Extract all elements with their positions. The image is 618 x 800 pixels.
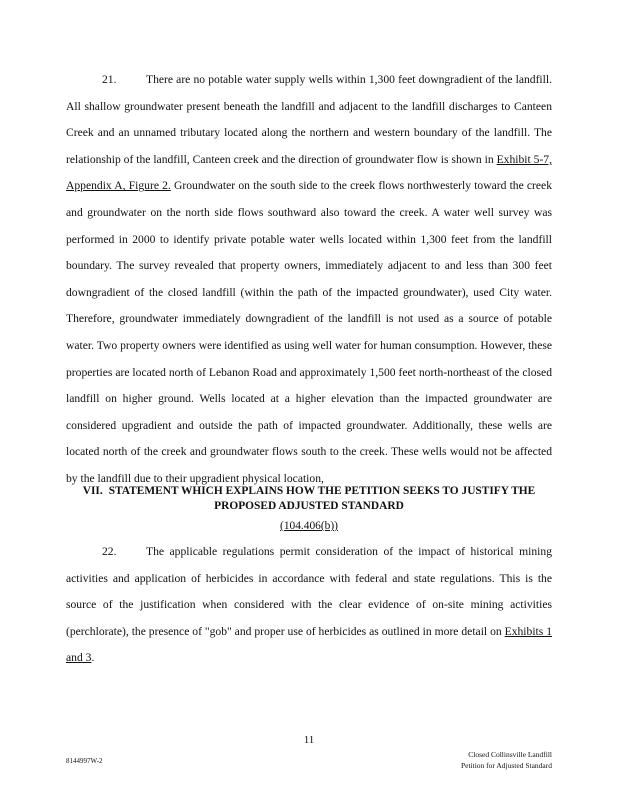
footer-doc-id: 8144997W-2 — [66, 757, 103, 765]
section-citation: (104.406(b)) — [280, 520, 338, 532]
paragraph-22 — [66, 539, 552, 672]
paragraph-21-text-before-ref: There are no potable water supply wells within 1,300 feet downgradient of the landfill. All shallow groundwater present beneath the landfill and adjacent to the landfill discharges to Canteen Creek and an unnamed tributary located along the northern and western boundary of the landfill. The relationship of the landfill, Canteen creek and the direction of groundwater flow is shown in — [66, 73, 552, 166]
paragraph-21-number: 21. — [102, 73, 117, 86]
paragraph-22-number: 22. — [102, 545, 117, 558]
paragraph-22-text-before-ref: The applicable regulations permit consideration of the impact of historical mining activities and application of herbicides in accordance with federal and state regulations. This is the source of the justification when considered with the clear evidence of on-site mining activities (perchlorate), the presence of "gob" and proper use of herbicides as outlined in more detail on — [66, 545, 552, 638]
footer-title-block — [461, 749, 552, 771]
section-heading — [66, 484, 552, 514]
paragraph-21-text-after-ref: Groundwater on the south side to the creek flows northwesterly toward the creek and groundwater on the north side flows southward also toward the creek. A water well survey was performed in 2000 to identify private potable water wells located within 1,300 feet from the landfill boundary. The survey revealed that property owners, immediately adjacent to and less than 300 feet downgradient of the closed landfill (within the path of the impacted groundwater), used City water. Therefore, groundwater immediately downgradient of the landfill is not used as a source of potable water. Two property owners were identified as using well water for human consumption. However, these properties are located north of Lebanon Road and approximately 1,500 feet north-northeast of the closed landfill on higher ground. Wells located at a higher elevation than the impacted groundwater are considered upgradient and outside the path of impacted groundwater. Additionally, these wells are located north of the creek and groundwater flows south to the creek. These wells would not be affected by the landfill due to their upgradient physical location, — [66, 179, 552, 485]
footer-right-line1: Closed Collinsville Landfill — [468, 750, 552, 759]
page-number: 11 — [303, 734, 315, 746]
section-heading-title: STATEMENT WHICH EXPLAINS HOW THE PETITION SEEKS TO JUSTIFY THE PROPOSED ADJUSTED STANDARD — [108, 485, 536, 512]
paragraph-22-text-after-ref: . — [91, 651, 95, 665]
paragraph-22-exhibit-ref: Exhibits 1 and 3 — [66, 624, 553, 665]
paragraph-21 — [66, 67, 552, 493]
section-heading-roman: VII. — [82, 485, 103, 497]
paragraph-21-exhibit-ref: Exhibit 5-7, Appendix A, Figure 2. — [66, 152, 552, 193]
footer-right-line2: Petition for Adjusted Standard — [460, 761, 552, 770]
